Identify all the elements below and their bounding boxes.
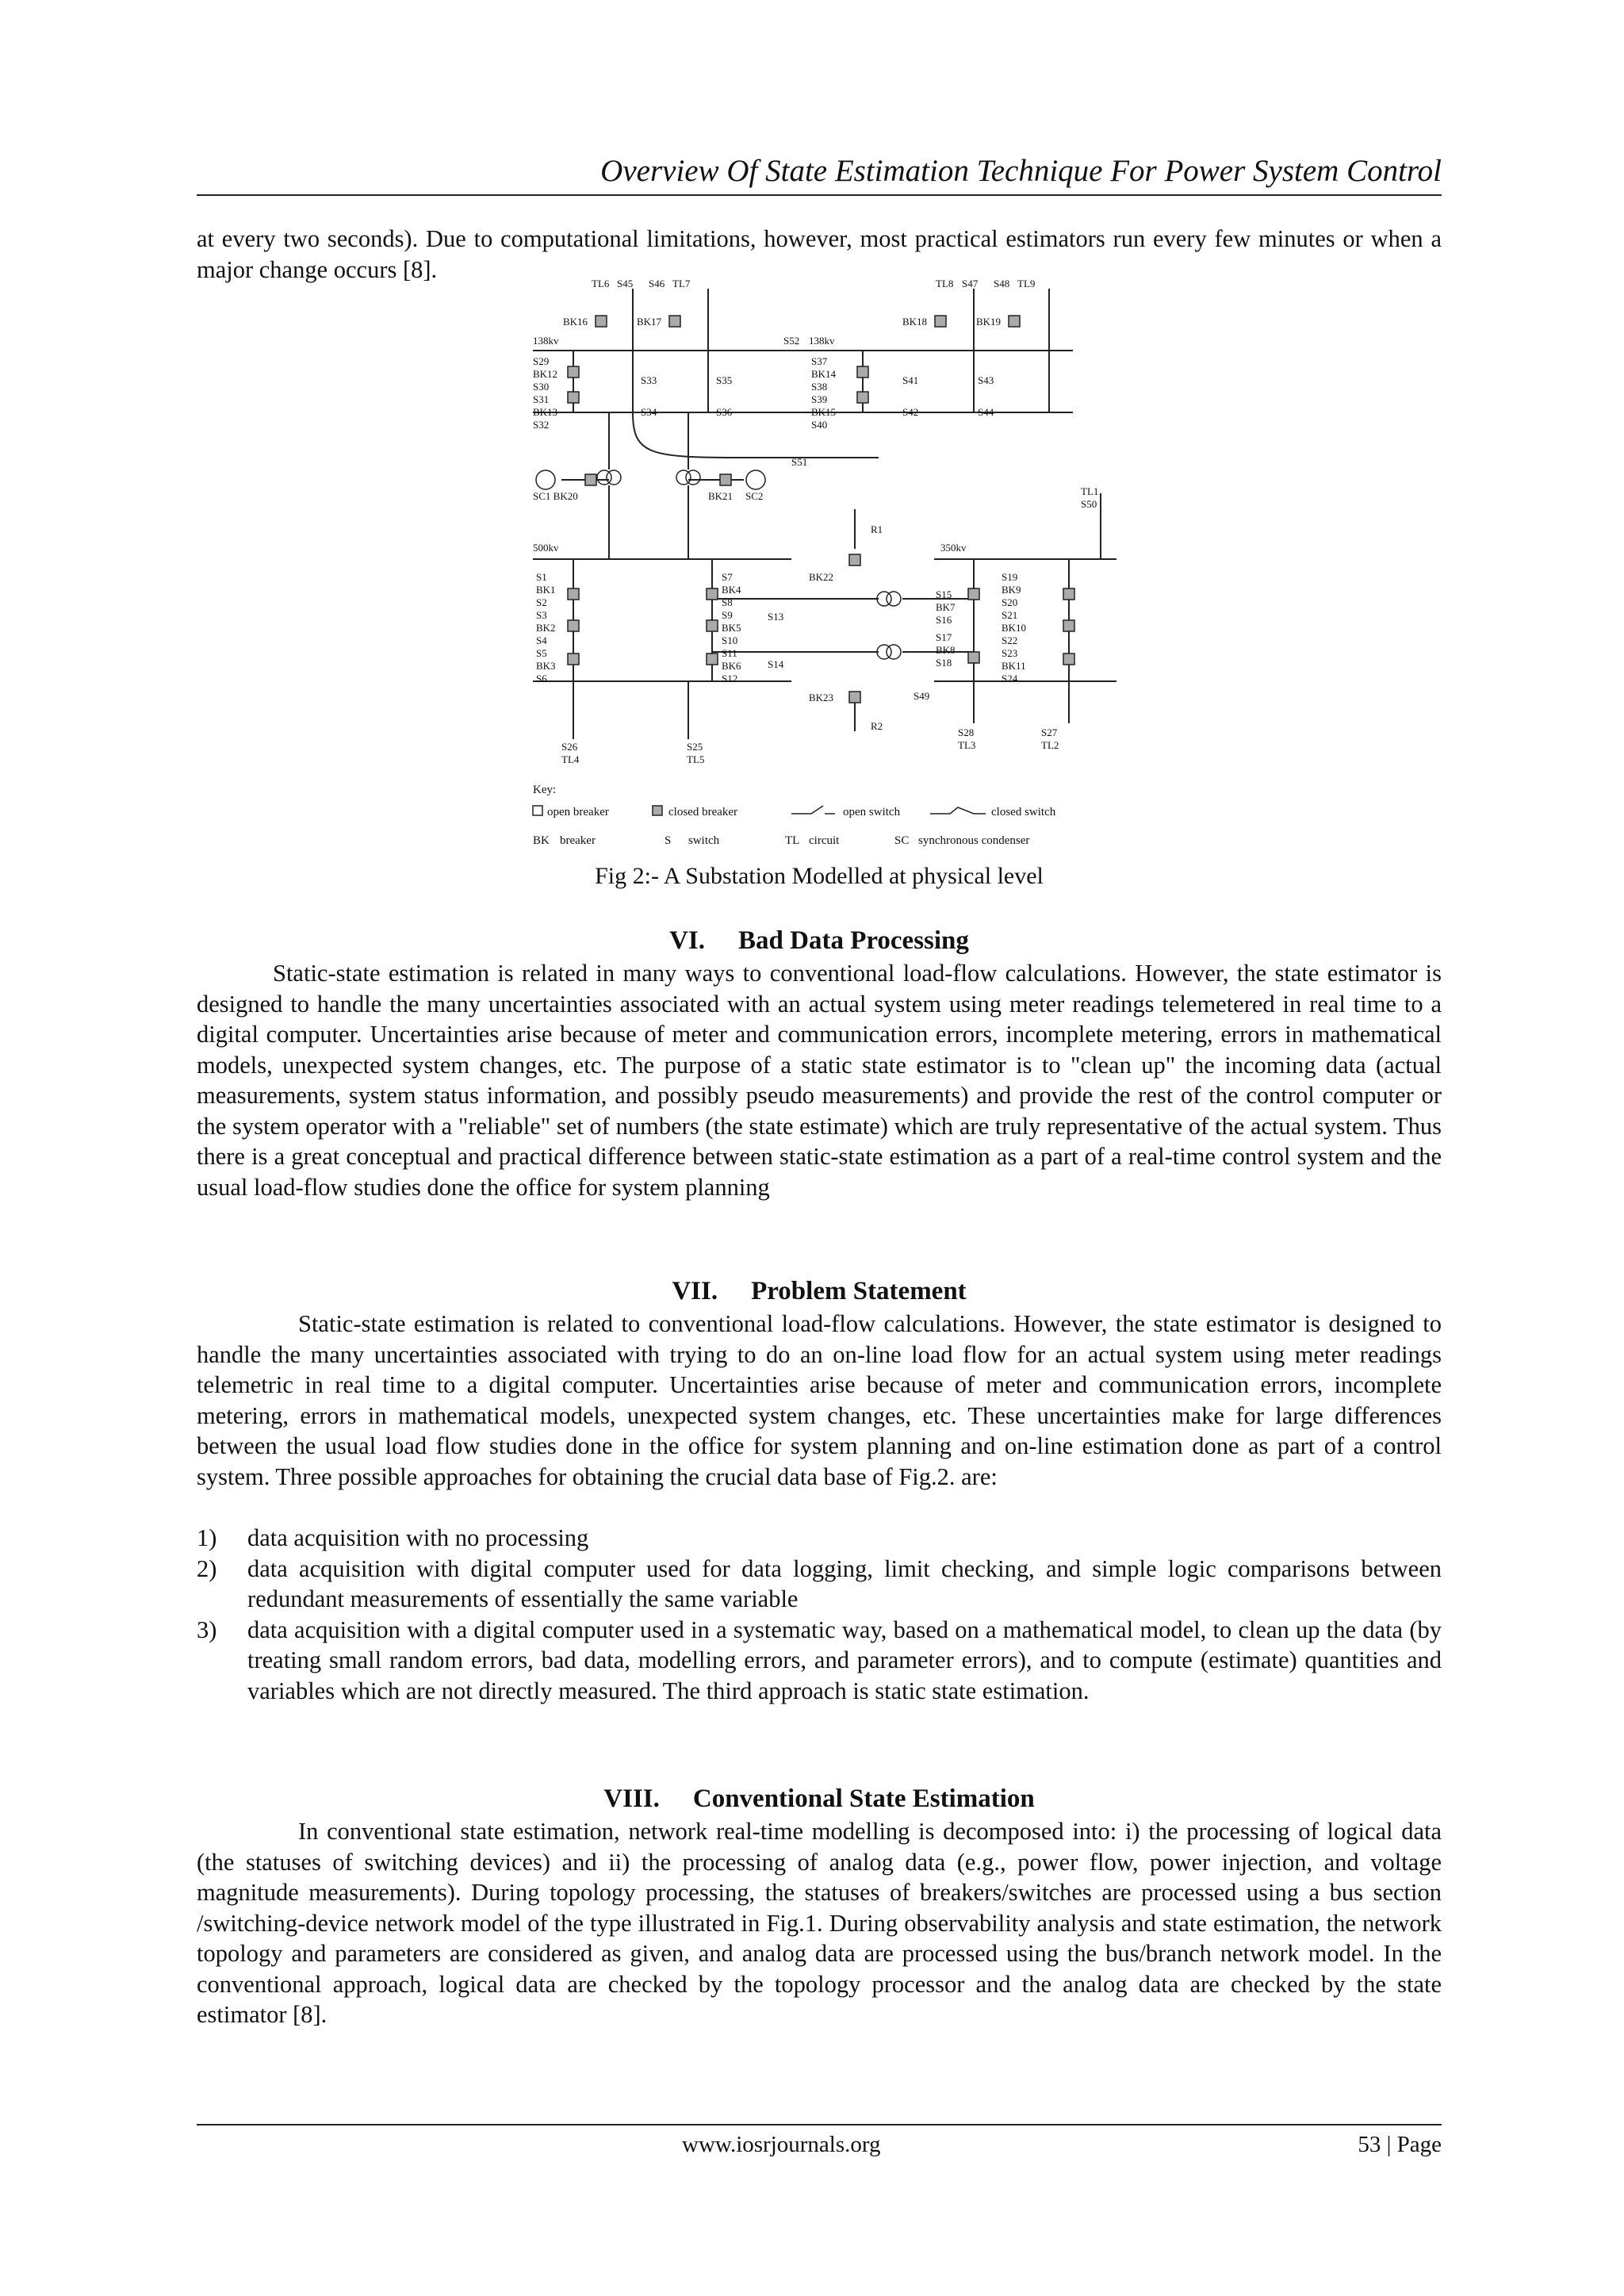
lbl-s51: S51 <box>791 456 808 468</box>
lbl-bk8: BK8 <box>936 644 956 656</box>
lbl-tl4: TL4 <box>561 753 580 765</box>
lbl-s23: S23 <box>1002 647 1018 659</box>
lbl-s10: S10 <box>722 634 738 646</box>
lbl-bk23: BK23 <box>809 692 834 703</box>
list-item-text: data acquisition with digital computer used for data logging, limit checking, and simple logic comparisons between redundant measurements of essentially the same variable <box>247 1554 1442 1612</box>
lbl-bk15: BK15 <box>811 406 837 418</box>
section-8-paragraph: In conventional state estimation, network real-time modelling is decomposed into: i) the processing of logical data (the statuses of switching devices) and ii) the processing of analog data (e.g., power flow, power injection, and voltage magnitude measurements). During topology processing, the statuses of breakers/switches are processed using a bus section /switching-device network model of the type illustrated in Fig.1. During observability analysis and state estimation, the network topology and parameters are considered as given, and analog data are processed using the bus/branch network model. In the conventional approach, logical data are checked by the topology processor and the analog data are checked by the state estimator [8]. <box>197 1818 1442 2028</box>
lbl-s39: S39 <box>811 393 828 405</box>
lbl-s4: S4 <box>536 634 547 646</box>
lbl-s2: S2 <box>536 596 547 608</box>
key-tl-desc: circuit <box>809 834 840 847</box>
lbl-bk17: BK17 <box>637 316 662 328</box>
section-7-heading <box>197 1275 1442 1307</box>
lbl-s35: S35 <box>716 374 733 386</box>
lbl-s5: S5 <box>536 647 547 659</box>
lbl-s7: S7 <box>722 571 733 583</box>
lbl-s13: S13 <box>768 611 784 623</box>
section-7-paragraph: Static-state estimation is related to conventional load-flow calculations. However, the state estimator is designed to handle the many uncertainties associated with trying to do an on-line load flow for an actual system using meter readings telemetric in real time to a digital computer. Uncertainties arise because of meter and communication errors, incomplete metering, errors in mathematical models, unexpected system changes, etc. These uncertainties make for large differences between the usual load flow studies done in the office for system planning and on-line estimation done as part of a control system. Three possible approaches for obtaining the crucial data base of Fig.2. are: <box>197 1310 1442 1490</box>
lbl-s20: S20 <box>1002 596 1018 608</box>
lbl-r1: R1 <box>871 523 883 535</box>
running-header: Overview Of State Estimation Technique For Power System Control <box>600 154 1442 188</box>
section-8-number: VIII. <box>603 1784 660 1813</box>
section-8-title: Conventional State Estimation <box>692 1784 1035 1813</box>
lbl-tl5: TL5 <box>687 753 705 765</box>
lbl-500kv: 500kv <box>533 542 559 554</box>
list-marker: 3) <box>197 1616 217 1643</box>
lbl-s12: S12 <box>722 673 738 684</box>
lbl-s43: S43 <box>978 374 994 386</box>
lbl-bk6: BK6 <box>722 660 741 672</box>
lbl-350kv: 350kv <box>940 542 967 554</box>
lbl-tl1: TL1 <box>1081 485 1099 497</box>
lbl-s44: S44 <box>978 406 994 418</box>
lbl-s27: S27 <box>1041 726 1058 738</box>
lbl-bk2: BK2 <box>536 622 556 634</box>
lbl-bk3: BK3 <box>536 660 556 672</box>
lbl-s31: S31 <box>533 393 550 405</box>
key-sc-abbr: SC <box>894 834 910 847</box>
section-8-heading <box>197 1783 1442 1815</box>
lbl-s24: S24 <box>1002 673 1018 684</box>
lbl-sc1bk20: SC1 BK20 <box>533 490 578 502</box>
lbl-s29: S29 <box>533 355 550 367</box>
list-marker: 2) <box>197 1554 217 1582</box>
lbl-tl9: TL9 <box>1017 279 1036 289</box>
lbl-s49: S49 <box>914 690 930 702</box>
key-bk-abbr: BK <box>533 834 550 847</box>
key-closed-breaker: closed breaker <box>668 806 738 818</box>
header-rule <box>197 194 1442 196</box>
lbl-s26: S26 <box>561 741 578 753</box>
lbl-s36: S36 <box>716 406 733 418</box>
lbl-s47: S47 <box>962 279 979 289</box>
key-tl-abbr: TL <box>785 834 800 847</box>
lbl-s40: S40 <box>811 419 828 431</box>
lbl-s50: S50 <box>1081 498 1097 510</box>
lbl-bk13: BK13 <box>533 406 558 418</box>
substation-diagram-svg <box>530 279 1128 858</box>
lbl-s19: S19 <box>1002 571 1018 583</box>
section-6-paragraph: Static-state estimation is related in many ways to conventional load-flow calculations. However, the state estimator is designed to handle the many uncertainties associated with an actual system using meter readings telemetered in real time to a digital computer. Uncertainties arise because of meter and communication errors, incomplete metering, errors in mathematical models, unexpected system changes, etc. The purpose of a static state estimator is to "clean up" the incoming data (actual measurements, system status information, and possibly pseudo measurements) and provide the rest of the control computer or the system operator with a "reliable" set of numbers (the state estimate) which are truly representative of the actual system. Thus there is a great conceptual and practical difference between static-state estimation as a part of a real-time control system and the usual load-flow studies done the office for system planning <box>197 960 1442 1201</box>
lbl-bk1: BK1 <box>536 584 556 596</box>
key-s-desc: switch <box>688 834 720 847</box>
list-item <box>197 1523 1442 1554</box>
lbl-bk4: BK4 <box>722 584 741 596</box>
lbl-bk19: BK19 <box>976 316 1002 328</box>
lbl-s1: S1 <box>536 571 547 583</box>
footer-rule <box>197 2124 1442 2125</box>
lbl-s42: S42 <box>902 406 919 418</box>
key-title: Key: <box>533 784 557 796</box>
lbl-s46: S46 <box>649 279 665 289</box>
lbl-bk10: BK10 <box>1002 622 1027 634</box>
section-6-title: Bad Data Processing <box>738 926 969 955</box>
lbl-tl6: TL6 <box>592 279 610 289</box>
lbl-bk18: BK18 <box>902 316 928 328</box>
lbl-s14: S14 <box>768 658 784 670</box>
lbl-s16: S16 <box>936 614 952 626</box>
section-7-title: Problem Statement <box>751 1277 967 1305</box>
section-6-heading <box>197 925 1442 956</box>
lbl-sc2: SC2 <box>745 490 764 502</box>
key-open-breaker: open breaker <box>547 806 609 818</box>
footer-url[interactable]: www.iosrjournals.org <box>682 2132 881 2157</box>
lbl-s41: S41 <box>902 374 919 386</box>
lbl-bk11: BK11 <box>1002 660 1026 672</box>
lbl-tl8: TL8 <box>936 279 954 289</box>
lbl-tl3: TL3 <box>958 739 976 751</box>
lbl-s22: S22 <box>1002 634 1018 646</box>
lbl-bk14: BK14 <box>811 368 837 380</box>
lbl-r2: R2 <box>871 720 883 732</box>
lbl-tl2: TL2 <box>1041 739 1059 751</box>
list-marker: 1) <box>197 1524 217 1551</box>
lbl-s28: S28 <box>958 726 975 738</box>
list-item-text: data acquisition with no processing <box>247 1524 589 1551</box>
lbl-s52: S52 <box>783 335 800 347</box>
substation-diagram <box>530 279 1128 858</box>
key-open-switch: open switch <box>843 806 901 818</box>
lbl-s8: S8 <box>722 596 733 608</box>
lbl-bk9: BK9 <box>1002 584 1021 596</box>
lbl-s25: S25 <box>687 741 703 753</box>
key-bk-desc: breaker <box>560 834 596 847</box>
lbl-s38: S38 <box>811 381 828 393</box>
key-sc-desc: synchronous condenser <box>918 834 1030 847</box>
footer-page-number: 53 | Page <box>1358 2132 1442 2157</box>
section-7-number: VII. <box>672 1277 718 1305</box>
lbl-s15: S15 <box>936 588 952 600</box>
lbl-138kv-b: 138kv <box>809 335 835 347</box>
lbl-bk5: BK5 <box>722 622 741 634</box>
lbl-bk22: BK22 <box>809 571 834 583</box>
lbl-s17: S17 <box>936 631 952 643</box>
lbl-s37: S37 <box>811 355 828 367</box>
lbl-bk16: BK16 <box>563 316 588 328</box>
intro-paragraph: at every two seconds). Due to computational limitations, however, most practical estimators run every few minutes or when a major change occurs [8]. <box>197 225 1442 283</box>
list-item-text: data acquisition with a digital computer used in a systematic way, based on a mathematical model, to clean up the data (by treating small random errors, bad data, modelling errors, and parameter errors), and to compute (estimate) quantities and variables which are not directly measured. The third approach is static state estimation. <box>247 1616 1442 1704</box>
lbl-s6: S6 <box>536 673 547 684</box>
section-6-number: VI. <box>669 926 706 955</box>
key-s-abbr: S <box>665 834 672 847</box>
lbl-s34: S34 <box>641 406 657 418</box>
figure-caption: Fig 2:- A Substation Modelled at physical level <box>595 863 1044 889</box>
lbl-s21: S21 <box>1002 609 1018 621</box>
lbl-bk7: BK7 <box>936 601 956 613</box>
lbl-s3: S3 <box>536 609 547 621</box>
lbl-s48: S48 <box>994 279 1010 289</box>
lbl-s18: S18 <box>936 657 952 669</box>
key-closed-switch: closed switch <box>991 806 1056 818</box>
lbl-tl7: TL7 <box>672 279 691 289</box>
lbl-bk21: BK21 <box>708 490 733 502</box>
lbl-s11: S11 <box>722 647 737 659</box>
lbl-s32: S32 <box>533 419 550 431</box>
lbl-s30: S30 <box>533 381 550 393</box>
approaches-list <box>197 1523 1442 1706</box>
lbl-s9: S9 <box>722 609 733 621</box>
lbl-s45: S45 <box>617 279 634 289</box>
lbl-s33: S33 <box>641 374 657 386</box>
lbl-bk12: BK12 <box>533 368 558 380</box>
list-item <box>197 1554 1442 1615</box>
list-item <box>197 1615 1442 1707</box>
lbl-138kv-a: 138kv <box>533 335 559 347</box>
